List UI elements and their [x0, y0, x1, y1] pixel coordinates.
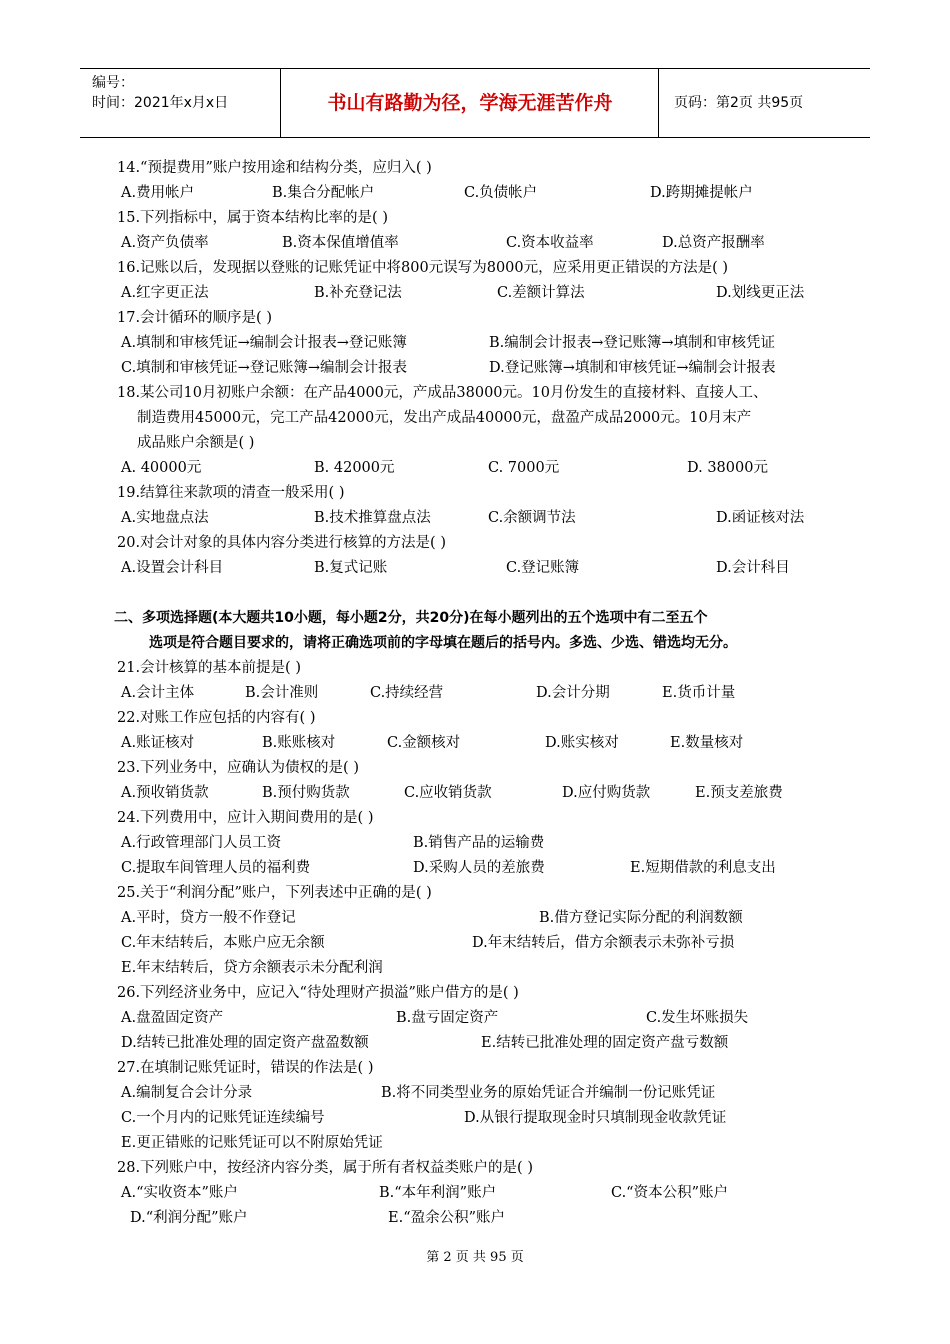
option: E.短期借款的利息支出: [630, 860, 776, 876]
option: D.跨期摊提帐户: [650, 185, 753, 201]
option: C.金额核对: [387, 735, 461, 751]
option: D.年末结转后，借方余额表示未弥补亏损: [472, 935, 735, 951]
header-motto: 书山有路勤为径，学海无涯苦作舟: [327, 92, 613, 114]
option: C.一个月内的记账凭证连续编号: [121, 1110, 325, 1126]
option: C.登记账簿: [506, 560, 580, 576]
option: E.更正错账的记账凭证可以不附原始凭证: [121, 1135, 383, 1151]
option: C.负债帐户: [464, 185, 538, 201]
option: A.费用帐户: [121, 185, 195, 201]
option: A.资产负债率: [121, 235, 209, 251]
question-text: 15.下列指标中，属于资本结构比率的是( ): [117, 210, 388, 226]
option: A.平时，贷方一般不作登记: [121, 910, 296, 926]
question-text: 24.下列费用中，应计入期间费用的是( ): [117, 810, 374, 826]
header-divider: [658, 69, 659, 137]
question-text: 22.对账工作应包括的内容有( ): [117, 710, 316, 726]
option: B.销售产品的运输费: [413, 835, 545, 851]
option: B.编制会计报表→登记账簿→填制和审核凭证: [489, 335, 776, 351]
option: A.行政管理部门人员工资: [121, 835, 282, 851]
option: A.填制和审核凭证→编制会计报表→登记账簿: [121, 335, 407, 351]
option: D. 38000元: [687, 460, 768, 476]
option: C.差额计算法: [497, 285, 585, 301]
option: D.应付购货款: [562, 785, 651, 801]
option: C.持续经营: [370, 685, 444, 701]
option: A.盘盈固定资产: [121, 1010, 224, 1026]
option: D.结转已批准处理的固定资产盘盈数额: [121, 1035, 369, 1051]
option: B.借方登记实际分配的利润数额: [539, 910, 743, 926]
option: D.划线更正法: [716, 285, 805, 301]
option: A.会计主体: [121, 685, 195, 701]
option: E.“盈余公积”账户: [388, 1210, 506, 1226]
page-header: [80, 68, 870, 138]
header-number-label: 编号：: [92, 75, 134, 91]
option: A.预收销货款: [121, 785, 209, 801]
question-text: 19.结算往来款项的清查一般采用( ): [117, 485, 345, 501]
question-text: 27.在填制记账凭证时，错误的作法是( ): [117, 1060, 374, 1076]
question-text: 21.会计核算的基本前提是( ): [117, 660, 301, 676]
option: D.从银行提取现金时只填制现金收款凭证: [464, 1110, 727, 1126]
question-text: 18.某公司10月初账户余额：在产品4000元，产成品38000元。10月份发生的直接材料、直接人工、: [117, 385, 768, 401]
option: B.盘亏固定资产: [396, 1010, 499, 1026]
option: E.货币计量: [662, 685, 736, 701]
option: A.账证核对: [121, 735, 195, 751]
option: C. 7000元: [488, 460, 560, 476]
option: D.登记账簿→填制和审核凭证→编制会计报表: [489, 360, 776, 376]
option: B. 42000元: [314, 460, 395, 476]
option: B.资本保值增值率: [282, 235, 399, 251]
page-footer: 第 2 页 共 95 页: [426, 1250, 524, 1265]
option: C.资本收益率: [506, 235, 594, 251]
option: A.“实收资本”账户: [121, 1185, 238, 1201]
option: A.红字更正法: [121, 285, 209, 301]
option: B.预付购货款: [262, 785, 350, 801]
option: D.函证核对法: [716, 510, 805, 526]
question-text: 14.“预提费用”账户按用途和结构分类，应归入( ): [117, 160, 432, 176]
option: E.年末结转后，贷方余额表示未分配利润: [121, 960, 383, 976]
option: A.设置会计科目: [121, 560, 224, 576]
header-meta: [80, 69, 280, 141]
question-text: 制造费用45000元，完工产品42000元，发出产成品40000元，盘盈产成品2000元。10月末产: [137, 410, 752, 426]
question-text: 25.关于“利润分配”账户，下列表述中正确的是( ): [117, 885, 432, 901]
option: D.账实核对: [545, 735, 619, 751]
header-page-code: 页码：第2页 共95页: [674, 95, 804, 111]
option: B.补充登记法: [314, 285, 402, 301]
option: A.编制复合会计分录: [121, 1085, 253, 1101]
option: B.复式记账: [314, 560, 388, 576]
question-text: 23.下列业务中，应确认为债权的是( ): [117, 760, 359, 776]
question-text: 16.记账以后，发现据以登账的记账凭证中将800元误写为8000元，应采用更正错误的方法是( ): [117, 260, 729, 276]
option: D.采购人员的差旅费: [413, 860, 545, 876]
option: A. 40000元: [121, 460, 202, 476]
option: C.“资本公积”账户: [611, 1185, 729, 1201]
option: C.年末结转后，本账户应无余额: [121, 935, 325, 951]
question-text: 成品账户余额是( ): [137, 435, 255, 451]
section-heading: 二、多项选择题(本大题共10小题，每小题2分，共20分)在每小题列出的五个选项中有二至五个: [114, 610, 708, 626]
option: C.提取车间管理人员的福利费: [121, 860, 311, 876]
option: E.数量核对: [670, 735, 744, 751]
option: B.会计准则: [245, 685, 319, 701]
option: C.余额调节法: [488, 510, 576, 526]
option: E.预支差旅费: [695, 785, 783, 801]
option: C.填制和审核凭证→登记账簿→编制会计报表: [121, 360, 407, 376]
option: E.结转已批准处理的固定资产盘亏数额: [481, 1035, 729, 1051]
header-date: 时间：2021年x月x日: [92, 95, 229, 111]
question-text: 28.下列账户中，按经济内容分类，属于所有者权益类账户的是( ): [117, 1160, 533, 1176]
option: B.将不同类型业务的原始凭证合并编制一份记账凭证: [381, 1085, 716, 1101]
option: D.会计科目: [716, 560, 790, 576]
option: B.“本年利润”账户: [379, 1185, 497, 1201]
header-divider: [280, 69, 281, 137]
section-heading: 选项是符合题目要求的，请将正确选项前的字母填在题后的括号内。多选、少选、错选均无分。: [149, 635, 737, 651]
question-text: 20.对会计对象的具体内容分类进行核算的方法是( ): [117, 535, 446, 551]
option: C.发生坏账损失: [646, 1010, 749, 1026]
option: D.总资产报酬率: [662, 235, 765, 251]
option: C.应收销货款: [404, 785, 492, 801]
option: B.集合分配帐户: [272, 185, 375, 201]
question-text: 26.下列经济业务中，应记入“待处理财产损溢”账户借方的是( ): [117, 985, 519, 1001]
option: A.实地盘点法: [121, 510, 209, 526]
option: B.技术推算盘点法: [314, 510, 431, 526]
question-text: 17.会计循环的顺序是( ): [117, 310, 272, 326]
option: B.账账核对: [262, 735, 336, 751]
option: D.会计分期: [536, 685, 610, 701]
option: D.“利润分配”账户: [130, 1210, 248, 1226]
